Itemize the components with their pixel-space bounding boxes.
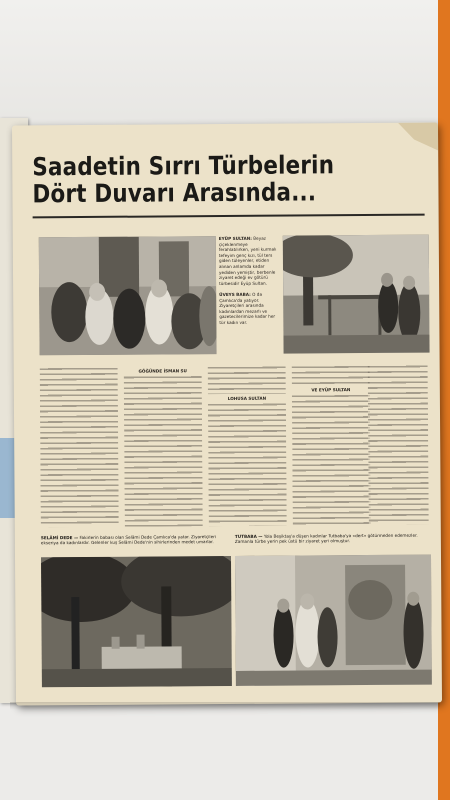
caption-eyup-text: Beyaz çiçeklenmeye ferahlatılırken, yeni kurmalı tefeyim genç kızı, tül ters giden tüleyenler, etiden alınan anlamda kadar yediden yemiştir, berbenle ziyaret edeği ev götürü türbesidir Eyüp Sultan. (218, 235, 277, 286)
photo-garden-trees (41, 556, 232, 687)
photo-crowd-at-tomb (39, 236, 217, 355)
caption-selami (41, 534, 229, 546)
subhead-lohusa: LOHUSA SULTAN (227, 395, 267, 401)
subhead-gogunde: GÖĞÜNDE İSMAN SU (138, 368, 187, 374)
photo-women-at-fountain (235, 555, 432, 686)
caption-selami-title: SELÂMİ DEDE — (40, 535, 79, 541)
backdrop (0, 0, 450, 130)
body-column-4 (292, 365, 371, 526)
body-column-1 (40, 367, 119, 528)
caption-selami-text: Fakirlerin babası olan Selâmi Dede Çamlıca'da yatar. Ziyaretçileri ekseriya da kadınlardır. Gelenler kuş Selâmi Dede'nin sihirlerinden medet umarlar. (40, 534, 217, 546)
magazine-page (12, 123, 442, 706)
photo-outdoor-grave (283, 235, 430, 354)
caption-eyup-title: EYÜP SULTAN: (218, 235, 252, 242)
body-column-5 (368, 365, 429, 525)
torn-corner (398, 123, 438, 151)
caption-uveys-title: ÜVEYS BABA: (219, 291, 251, 298)
body-column-3 (208, 366, 287, 527)
caption-uveys (219, 292, 279, 326)
headline-line-1: Saadetin Sırrı Türbelerin (32, 150, 335, 182)
page-shadow (10, 702, 440, 710)
headline (32, 151, 368, 207)
headline-line-2: Dört Duvarı Arasında... (32, 177, 317, 209)
caption-tiltaba-text: Yola Beşiktaş'a düşen kadınlar Tutbaba'ya «dert» götürmeden edemezler. Zamanla türbe yerin pek üstü bir ziyaret yeri olmuştur. (234, 532, 418, 545)
caption-uveys-text: O da Çamlıca'da yatıyor. Ziyaretçileri arasında kadınlardan mezarlı ve gazetecilerimize kadar her tür kadın var. (219, 291, 276, 326)
headline-rule (33, 214, 425, 219)
body-column-2 (124, 366, 203, 527)
caption-tiltaba-title: TUTBABA — (234, 533, 263, 539)
subhead-eyup-sultan: VE EYÜP SULTAN (311, 387, 351, 393)
caption-tiltaba (235, 533, 429, 545)
caption-eyup (219, 236, 279, 287)
